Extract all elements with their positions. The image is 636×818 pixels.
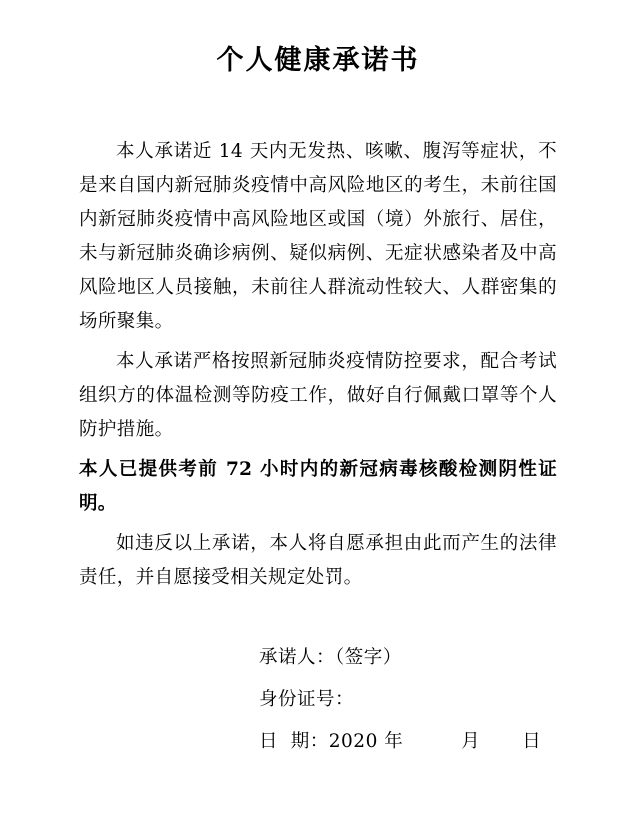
page-title: 个人健康承诺书 (216, 45, 420, 76)
paragraph-3-bold-statement: 本人已提供考前 72 小时内的新冠病毒核酸检测阴性证明。 (79, 459, 557, 514)
date-line (79, 721, 557, 763)
id-number-line: 身份证号： (259, 689, 355, 710)
date-month-label: 月 (461, 731, 481, 752)
paragraph-1: 本人承诺近 14 天内无发热、咳嗽、腹泻等症状，不是来自国内新冠肺炎疫情中高风险地区的考生，未前往国内新冠肺炎疫情中高风险地区或国（境）外旅行、居住，未与新冠肺炎确诊病例、疑似病例、无症状感染者及中高风险地区人员接触，未前往人群流动性较大、人群密集的场所聚集。 (79, 141, 557, 332)
paragraph-4: 如违反以上承诺，本人将自愿承担由此而产生的法律责任，并自愿接受相关规定处罚。 (79, 533, 557, 588)
document-body (79, 77, 557, 595)
promisor-signature-line: 承诺人：（签字） (259, 647, 402, 668)
date-prefix: 日 期：2020 年 (259, 731, 404, 752)
paragraph-2: 本人承诺严格按照新冠肺炎疫情防控要求，配合考试组织方的体温检测等防疫工作，做好自行佩戴口罩等个人防护措施。 (79, 351, 557, 440)
date-day-label: 日 (522, 731, 542, 752)
document-page (0, 38, 636, 818)
signature-block (79, 597, 557, 763)
